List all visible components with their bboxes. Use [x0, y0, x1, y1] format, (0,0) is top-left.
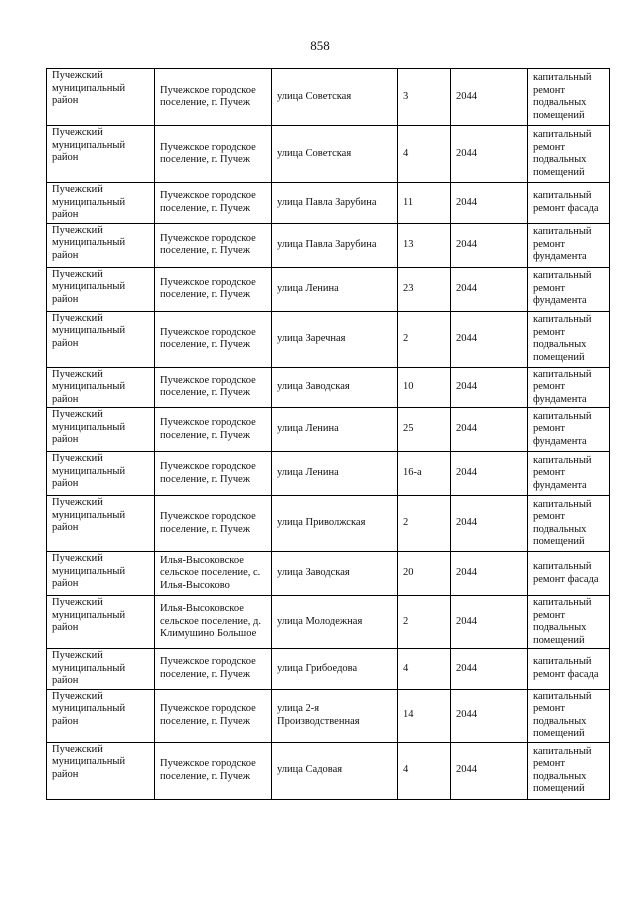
- table-row: [47, 311, 610, 367]
- settlement-cell: Пучежское городское поселение, г. Пучеж: [155, 452, 272, 496]
- table-row: [47, 742, 610, 799]
- house-number-cell: 11: [398, 183, 451, 224]
- street-cell: улица Заречная: [272, 311, 398, 367]
- settlement-cell: Пучежское городское поселение, г. Пучеж: [155, 183, 272, 224]
- district-cell: Пучежский муниципальный район: [47, 742, 155, 799]
- house-number-cell: 14: [398, 689, 451, 742]
- settlement-cell: Пучежское городское поселение, г. Пучеж: [155, 69, 272, 126]
- year-cell: 2044: [451, 496, 528, 552]
- year-cell: 2044: [451, 596, 528, 649]
- table-row: [47, 223, 610, 267]
- year-cell: 2044: [451, 452, 528, 496]
- house-number-cell: 20: [398, 552, 451, 596]
- street-cell: улица Заводская: [272, 367, 398, 408]
- house-number-cell: 3: [398, 69, 451, 126]
- table-row: [47, 183, 610, 224]
- work-type-cell: капитальный ремонт фундамента: [528, 408, 610, 452]
- house-number-cell: 4: [398, 742, 451, 799]
- house-number-cell: 2: [398, 496, 451, 552]
- house-number-cell: 16-а: [398, 452, 451, 496]
- street-cell: улица Советская: [272, 69, 398, 126]
- district-cell: Пучежский муниципальный район: [47, 367, 155, 408]
- street-cell: улица Заводская: [272, 552, 398, 596]
- street-cell: улица Павла Зарубина: [272, 223, 398, 267]
- year-cell: 2044: [451, 223, 528, 267]
- work-type-cell: капитальный ремонт подвальных помещений: [528, 496, 610, 552]
- house-number-cell: 25: [398, 408, 451, 452]
- work-type-cell: капитальный ремонт подвальных помещений: [528, 126, 610, 183]
- work-type-cell: капитальный ремонт фундамента: [528, 367, 610, 408]
- year-cell: 2044: [451, 126, 528, 183]
- table-row: [47, 596, 610, 649]
- work-type-cell: капитальный ремонт фасада: [528, 649, 610, 690]
- year-cell: 2044: [451, 408, 528, 452]
- settlement-cell: Илья-Высоковское сельское поселение, с. Илья-Высоково: [155, 552, 272, 596]
- district-cell: Пучежский муниципальный район: [47, 311, 155, 367]
- district-cell: Пучежский муниципальный район: [47, 408, 155, 452]
- settlement-cell: Пучежское городское поселение, г. Пучеж: [155, 649, 272, 690]
- settlement-cell: Пучежское городское поселение, г. Пучеж: [155, 496, 272, 552]
- year-cell: 2044: [451, 649, 528, 690]
- work-type-cell: капитальный ремонт подвальных помещений: [528, 596, 610, 649]
- settlement-cell: Пучежское городское поселение, г. Пучеж: [155, 126, 272, 183]
- house-number-cell: 4: [398, 126, 451, 183]
- district-cell: Пучежский муниципальный район: [47, 596, 155, 649]
- district-cell: Пучежский муниципальный район: [47, 552, 155, 596]
- table-row: [47, 126, 610, 183]
- year-cell: 2044: [451, 552, 528, 596]
- house-number-cell: 4: [398, 649, 451, 690]
- table-body: [47, 69, 610, 800]
- street-cell: улица Молодежная: [272, 596, 398, 649]
- street-cell: улица Советская: [272, 126, 398, 183]
- year-cell: 2044: [451, 183, 528, 224]
- street-cell: улица Павла Зарубина: [272, 183, 398, 224]
- house-number-cell: 13: [398, 223, 451, 267]
- house-number-cell: 2: [398, 311, 451, 367]
- repair-schedule-table: [46, 68, 610, 800]
- work-type-cell: капитальный ремонт фасада: [528, 183, 610, 224]
- year-cell: 2044: [451, 742, 528, 799]
- street-cell: улица Приволжская: [272, 496, 398, 552]
- table-row: [47, 689, 610, 742]
- work-type-cell: капитальный ремонт фундамента: [528, 223, 610, 267]
- house-number-cell: 2: [398, 596, 451, 649]
- street-cell: улица Ленина: [272, 408, 398, 452]
- settlement-cell: Илья-Высоковское сельское поселение, д. Климушино Большое: [155, 596, 272, 649]
- house-number-cell: 10: [398, 367, 451, 408]
- street-cell: улица 2-я Производственная: [272, 689, 398, 742]
- work-type-cell: капитальный ремонт фундамента: [528, 452, 610, 496]
- street-cell: улица Ленина: [272, 452, 398, 496]
- year-cell: 2044: [451, 311, 528, 367]
- settlement-cell: Пучежское городское поселение, г. Пучеж: [155, 742, 272, 799]
- table-row: [47, 552, 610, 596]
- street-cell: улица Ленина: [272, 267, 398, 311]
- house-number-cell: 23: [398, 267, 451, 311]
- settlement-cell: Пучежское городское поселение, г. Пучеж: [155, 223, 272, 267]
- street-cell: улица Грибоедова: [272, 649, 398, 690]
- district-cell: Пучежский муниципальный район: [47, 69, 155, 126]
- year-cell: 2044: [451, 367, 528, 408]
- settlement-cell: Пучежское городское поселение, г. Пучеж: [155, 408, 272, 452]
- page-number: 858: [310, 38, 330, 53]
- table-row: [47, 367, 610, 408]
- district-cell: Пучежский муниципальный район: [47, 452, 155, 496]
- table-row: [47, 69, 610, 126]
- street-cell: улица Садовая: [272, 742, 398, 799]
- settlement-cell: Пучежское городское поселение, г. Пучеж: [155, 267, 272, 311]
- settlement-cell: Пучежское городское поселение, г. Пучеж: [155, 367, 272, 408]
- district-cell: Пучежский муниципальный район: [47, 649, 155, 690]
- district-cell: Пучежский муниципальный район: [47, 689, 155, 742]
- district-cell: Пучежский муниципальный район: [47, 183, 155, 224]
- table-row: [47, 408, 610, 452]
- table-row: [47, 452, 610, 496]
- table-row: [47, 649, 610, 690]
- work-type-cell: капитальный ремонт подвальных помещений: [528, 689, 610, 742]
- district-cell: Пучежский муниципальный район: [47, 126, 155, 183]
- work-type-cell: капитальный ремонт фасада: [528, 552, 610, 596]
- settlement-cell: Пучежское городское поселение, г. Пучеж: [155, 311, 272, 367]
- table-row: [47, 267, 610, 311]
- year-cell: 2044: [451, 69, 528, 126]
- year-cell: 2044: [451, 689, 528, 742]
- work-type-cell: капитальный ремонт подвальных помещений: [528, 742, 610, 799]
- district-cell: Пучежский муниципальный район: [47, 223, 155, 267]
- district-cell: Пучежский муниципальный район: [47, 267, 155, 311]
- district-cell: Пучежский муниципальный район: [47, 496, 155, 552]
- work-type-cell: капитальный ремонт подвальных помещений: [528, 69, 610, 126]
- table-row: [47, 496, 610, 552]
- year-cell: 2044: [451, 267, 528, 311]
- work-type-cell: капитальный ремонт подвальных помещений: [528, 311, 610, 367]
- work-type-cell: капитальный ремонт фундамента: [528, 267, 610, 311]
- settlement-cell: Пучежское городское поселение, г. Пучеж: [155, 689, 272, 742]
